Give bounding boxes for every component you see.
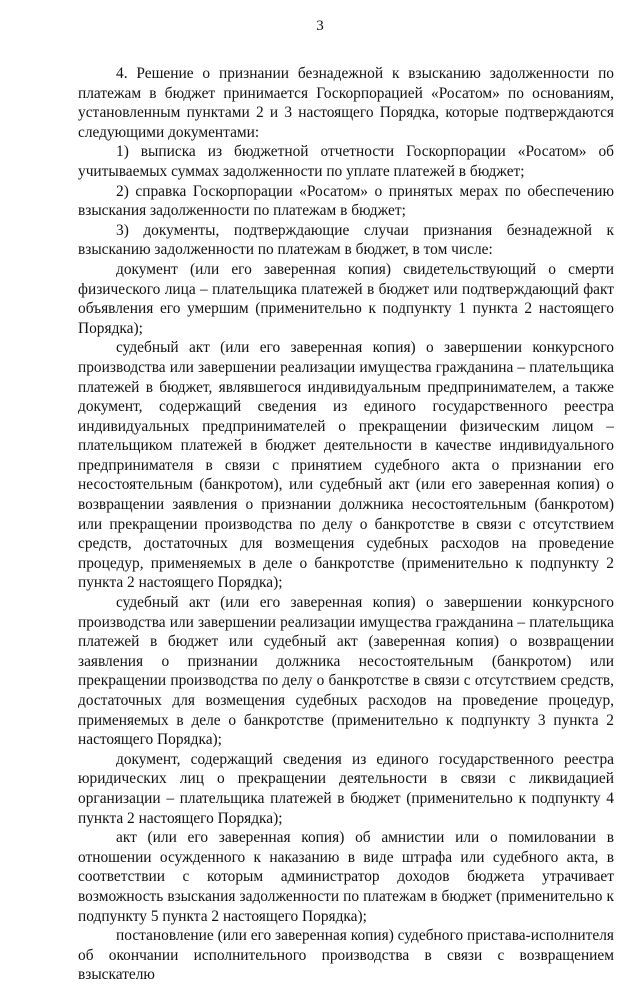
paragraph-bankruptcy-citizen: судебный акт (или его заверенная копия) о завершении конкурсного производства или завершении реализации имущества гражданина – плательщика платежей в бюджет или судебный акт (заверенная копия) о возвращении заявления о признании должника несостоятельным (банкротом) или прекращении производства по делу о банкротстве в связи с отсутствием средств, достаточных для возмещения судебных расходов на проведение процедур, применяемых в деле о банкротстве (применительно к подпункту 3 пункта 2 настоящего Порядка); (78, 594, 614, 749)
paragraph-item-4: 4. Решение о признании безнадежной к взысканию задолженности по платежам в бюджет принимается Госкорпорацией «Росатом» по основаниям, установленным пунктами 2 и 3 настоящего Порядка, которые подтверждаются следующими документами: (78, 65, 614, 141)
page-number: 3 (316, 18, 324, 34)
paragraph-bailiff-resolution: постановление (или его заверенная копия) судебного пристава-исполнителя об окончании исполнительного производства в связи с возвращением взыскателю (78, 927, 614, 984)
paragraph-subitem-3: 3) документы, подтверждающие случаи признания безнадежной к взысканию задолженности по платежам в бюджет, в том числе: (78, 221, 614, 259)
paragraph-liquidation: документ, содержащий сведения из единого государственного реестра юридических лиц о прекращении деятельности в связи с ликвидацией организации – плательщика платежей в бюджет (применительно к подпункту 4 пункта 2 настоящего Порядка); (78, 750, 614, 827)
paragraph-subitem-2: 2) справка Госкорпорации «Росатом» о принятых мерах по обеспечению взыскания задолженности по платежам в бюджет; (78, 182, 614, 220)
paragraph-subitem-1: 1) выписка из бюджетной отчетности Госкорпорации «Росатом» об учитываемых суммах задолженности по уплате платежей в бюджет; (78, 143, 614, 180)
paragraph-death-document: документ (или его заверенная копия) свидетельствующий о смерти физического лица – плательщика платежей в бюджет или подтверждающий факт объявления его умершим (применительно к подпункту 1 пункта 2 настоящего Порядка); (78, 260, 614, 337)
paragraph-amnesty: акт (или его заверенная копия) об амнистии или о помиловании в отношении осужденного к наказанию в виде штрафа или судебного акта, в соответствии с которым администратор доходов бюджета утрачивает возможность взыскания задолженности по платежам в бюджет (применительно к подпункту 5 пункта 2 настоящего Порядка); (78, 829, 614, 925)
paragraph-bankruptcy-entrepreneur: судебный акт (или его заверенная копия) о завершении конкурсного производства или завершении реализации имущества гражданина – плательщика платежей в бюджет, являвшегося индивидуальным предпринимателем, а также документ, содержащий сведения из единого государственного реестра индивидуальных предпринимателей о прекращении физическим лицом – плательщиком платежей в бюджет деятельности в качестве индивидуального предпринимателя в связи с принятием судебного акта о признании его несостоятельным (банкротом), или судебный акт (или его заверенная копия) о возвращении заявления о признании должника несостоятельным (банкротом) или прекращении производства по делу о банкротстве в связи с отсутствием средств, достаточных для возмещения судебных расходов на проведение процедур, применяемых в деле о банкротстве (применительно к подпункту 2 пункта 2 настоящего Порядка); (78, 339, 614, 592)
document-body (78, 64, 614, 985)
